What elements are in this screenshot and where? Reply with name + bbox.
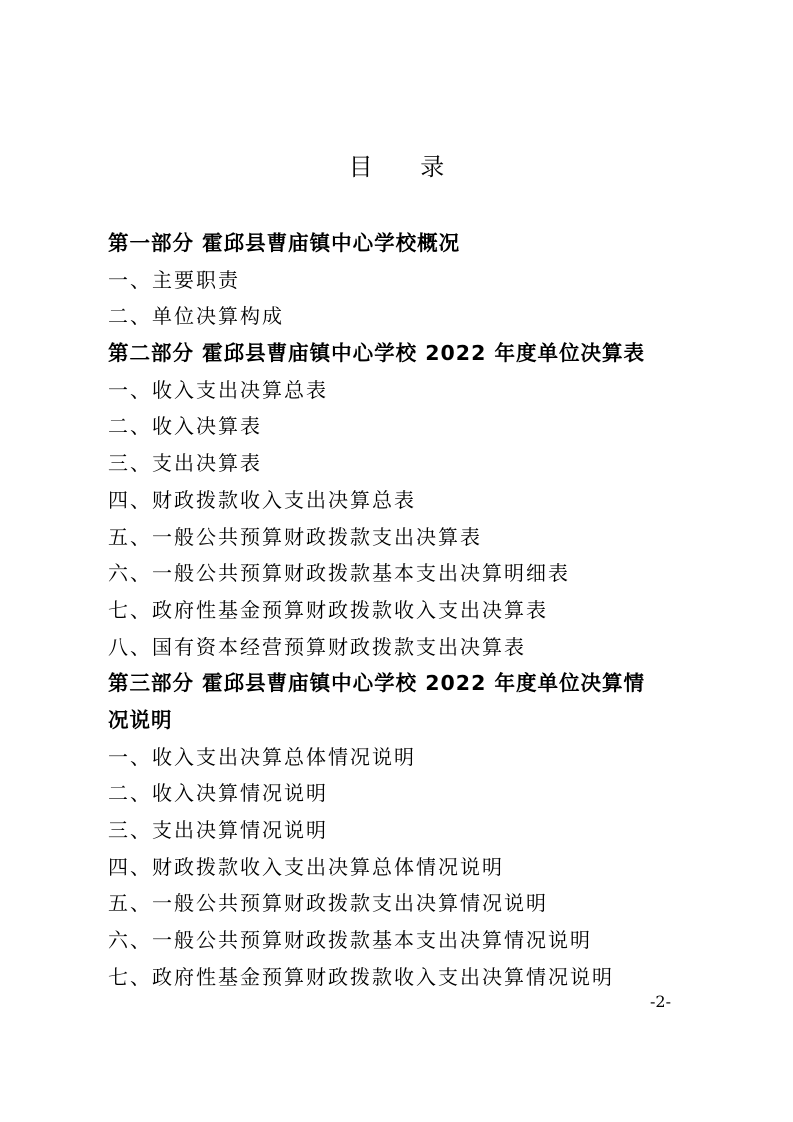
toc-part2-heading: 第二部分 霍邱县曹庙镇中心学校 2022 年度单位决算表 [108, 341, 645, 366]
toc-part2-item-7: 七、政府性基金预算财政拨款收入支出决算表 [108, 597, 548, 622]
toc-part3-heading-line2: 况说明 [108, 707, 173, 732]
toc-part3-item-6: 六、一般公共预算财政拨款基本支出决算情况说明 [108, 928, 592, 953]
toc-part3-item-4: 四、财政拨款收入支出决算总体情况说明 [108, 854, 504, 879]
toc-part3-item-3: 三、支出决算情况说明 [108, 818, 328, 842]
toc-part1-heading: 第一部分 霍邱县曹庙镇中心学校概况 [108, 231, 461, 255]
page-number: -2- [650, 992, 671, 1011]
toc-part3-heading-line1: 第三部分 霍邱县曹庙镇中心学校 2022 年度单位决算情 [108, 671, 645, 696]
toc-part2-item-1: 一、收入支出决算总表 [108, 377, 328, 402]
toc-part2-item-4: 四、财政拨款收入支出决算总表 [108, 487, 416, 512]
table-of-contents [108, 225, 708, 995]
toc-part2-item-8: 八、国有资本经营预算财政拨款支出决算表 [108, 634, 526, 659]
toc-part3-item-2: 二、收入决算情况说明 [108, 781, 328, 806]
toc-part1-item-2: 二、单位决算构成 [108, 304, 284, 329]
toc-part3-item-1: 一、收入支出决算总体情况说明 [108, 744, 416, 769]
toc-part1-item-1: 一、主要职责 [108, 267, 240, 292]
toc-part2-item-2: 二、收入决算表 [108, 414, 262, 439]
page-title: 目 录 [348, 153, 465, 181]
toc-part2-item-3: 三、支出决算表 [108, 451, 262, 476]
toc-part2-item-6: 六、一般公共预算财政拨款基本支出决算明细表 [108, 561, 570, 586]
toc-part3-item-5: 五、一般公共预算财政拨款支出决算情况说明 [108, 891, 548, 916]
toc-part2-item-5: 五、一般公共预算财政拨款支出决算表 [108, 524, 482, 549]
toc-part3-item-7: 七、政府性基金预算财政拨款收入支出决算情况说明 [108, 964, 614, 989]
